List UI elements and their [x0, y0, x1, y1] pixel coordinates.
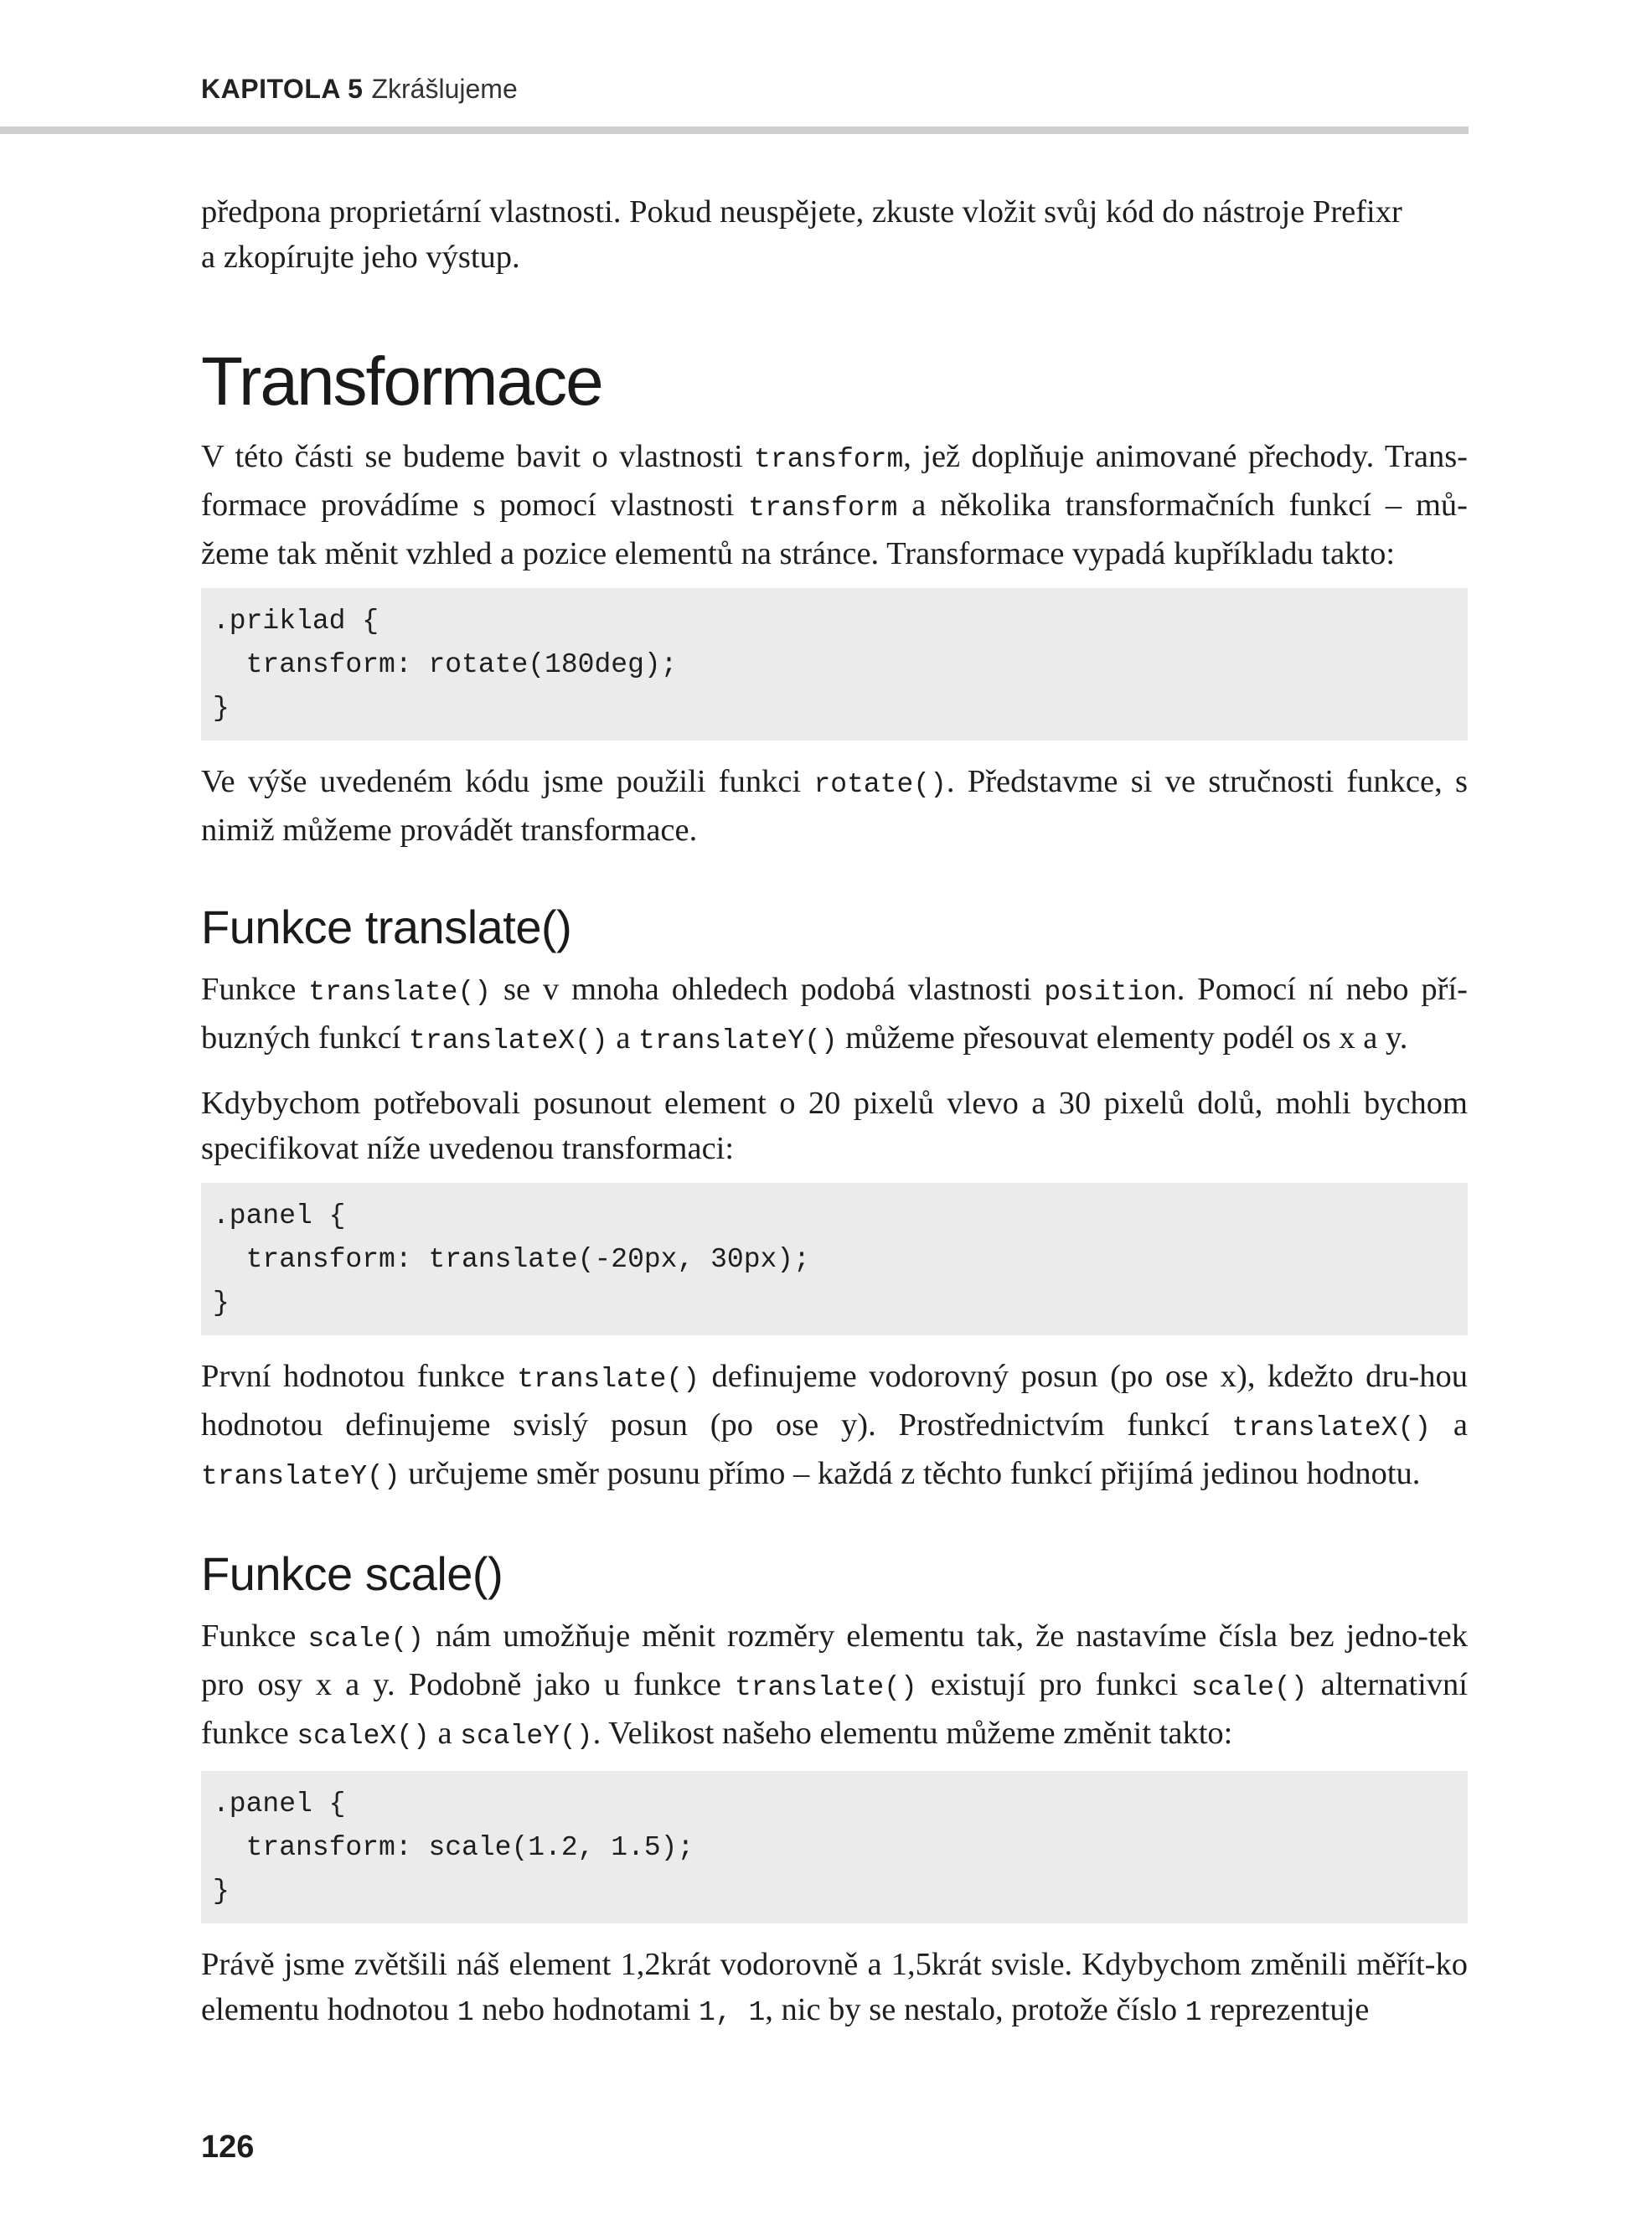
chapter-title: Zkrášlujeme — [371, 74, 518, 104]
scale-paragraph-1: Funkce scale() nám umožňuje měnit rozměry elementu tak, že nastavíme čísla bez jedno-tek pro osy x a y. Podobně jako u funkce translate() existují pro funkci scale() alternativní funkce scaleX() a scaleY(). Velikost našeho elementu můžeme změnit takto: — [201, 1618, 1468, 1752]
intro-line-1: předpona proprietární vlastnosti. Pokud neuspějete, zkuste vložit svůj kód do nástroje Prefixr — [201, 194, 1402, 230]
section-title-translate: Funkce translate() — [201, 901, 572, 953]
section-title-scale: Funkce scale() — [201, 1547, 503, 1600]
inline-code: rotate() — [813, 769, 947, 800]
code-block-rotate: .priklad { transform: rotate(180deg); } — [201, 588, 1468, 741]
page-content — [201, 189, 1468, 2036]
inline-code: scale() — [307, 1624, 425, 1655]
inline-code: translate() — [517, 1364, 700, 1395]
inline-code: transform — [748, 493, 898, 524]
inline-code: position — [1044, 977, 1177, 1008]
running-head — [201, 72, 518, 106]
inline-code: scaleX() — [297, 1721, 430, 1752]
inline-code: translateX() — [409, 1025, 608, 1056]
inline-code: translateY() — [638, 1025, 838, 1056]
inline-code: 1 — [457, 1997, 474, 2028]
intro-line-2: a zkopírujte jeho výstup. — [201, 240, 520, 275]
code-block-scale: .panel { transform: scale(1.2, 1.5); } — [201, 1771, 1468, 1923]
inline-code: transform — [754, 444, 904, 475]
code-block-translate: .panel { transform: translate(-20px, 30px); } — [201, 1183, 1468, 1335]
inline-code: translateX() — [1231, 1412, 1432, 1443]
chapter-label: KAPITOLA 5 — [201, 74, 364, 104]
inline-code: 1 — [1185, 1997, 1202, 2028]
inline-code: scale() — [1190, 1672, 1308, 1703]
inline-code: 1, 1 — [699, 1997, 766, 2028]
inline-code: scaleY() — [460, 1721, 593, 1752]
header-rule — [0, 126, 1469, 134]
transformace-paragraph-1: V této části se budeme bavit o vlastnosti transform, jež doplňuje animované přechody. Trans-formace provádíme s pomocí vlastnosti transform a několika transformačních funkcí – mů-žeme tak měnit vzhled a pozice elementů na stránce. Transformace vypadá kupříkladu takto: — [201, 439, 1468, 571]
translate-paragraph-2: Kdybychom potřebovali posunout element o 20 pixelů vlevo a 30 pixelů dolů, mohli bychom specifikovat níže uvedenou transformaci: — [201, 1086, 1468, 1166]
transformace-paragraph-2: Ve výše uvedeném kódu jsme použili funkci rotate(). Představme si ve stručnosti funkce, s nimiž můžeme provádět transformace. — [201, 764, 1468, 848]
inline-code: translateY() — [201, 1461, 400, 1492]
scale-paragraph-2: Právě jsme zvětšili náš element 1,2krát vodorovně a 1,5krát svisle. Kdybychom změnili měřít-ko elementu hodnotou 1 nebo hodnotami 1, 1, nic by se nestalo, protože číslo 1 reprezentuje — [201, 1947, 1468, 2028]
inline-code: translate() — [734, 1672, 917, 1703]
section-title-transformace: Transformace — [201, 343, 602, 420]
translate-paragraph-3: První hodnotou funkce translate() definujeme vodorovný posun (po ose x), kdežto dru-hou hodnotou definujeme svislý posun (po ose y). Prostřednictvím funkcí translateX() a translateY() určujeme směr posunu přímo – každá z těchto funkcí přijímá jedinou hodnotu. — [201, 1359, 1468, 1492]
intro-paragraph — [201, 189, 1468, 280]
translate-paragraph-1: Funkce translate() se v mnoha ohledech podobá vlastnosti position. Pomocí ní nebo pří-buzných funkcí translateX() a translateY() můžeme přesouvat elementy podél os x a y. — [201, 972, 1468, 1056]
inline-code: translate() — [308, 977, 492, 1008]
page-number: 126 — [201, 2129, 255, 2165]
